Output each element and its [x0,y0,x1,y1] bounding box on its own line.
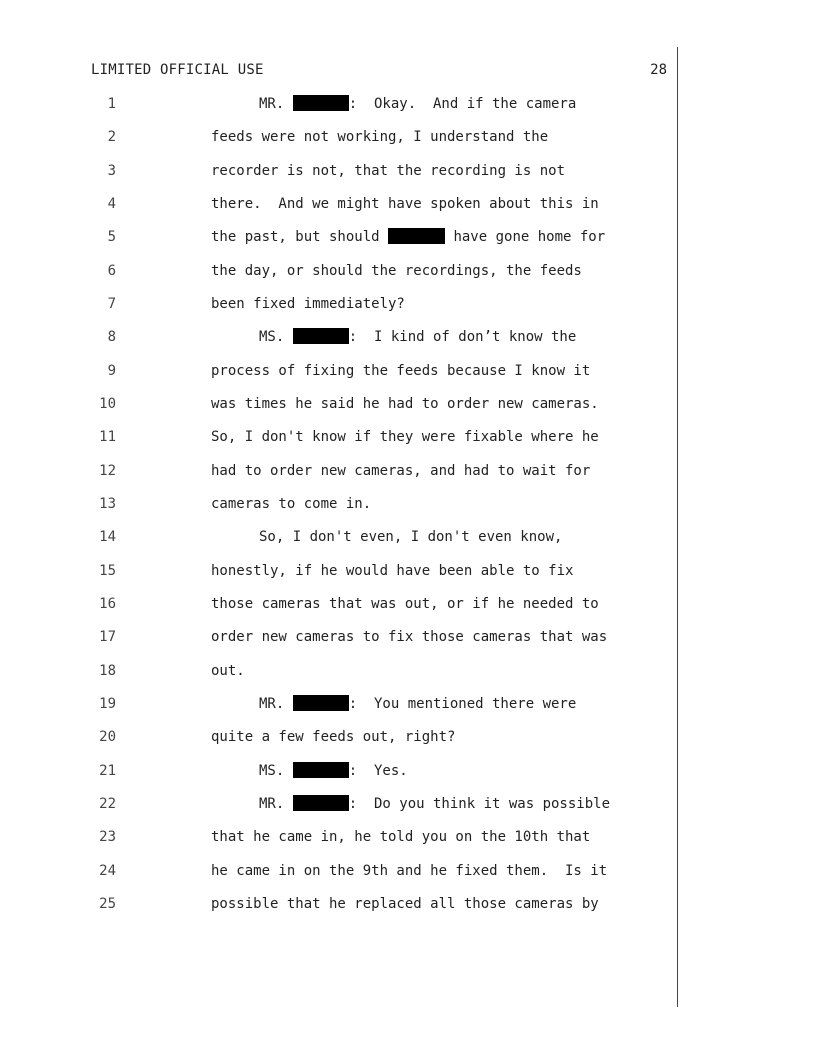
redaction-block [388,228,445,244]
line-text: honestly, if he would have been able to fix [211,563,574,579]
speaker-prefix: MR. [259,696,293,712]
transcript-line [0,160,816,182]
transcript-line [0,260,816,282]
line-text [259,793,610,815]
line-text: So, I don't even, I don't even know, [259,529,563,545]
line-number: 25 [99,896,116,912]
line-text-rest: : Yes. [348,763,408,779]
transcript-line [0,426,816,448]
line-number: 2 [107,129,116,145]
transcript-line [0,460,816,482]
classification-header: LIMITED OFFICIAL USE [91,62,264,78]
line-text: the day, or should the recordings, the feeds [211,263,582,279]
line-number: 12 [99,463,116,479]
transcript-line [0,126,816,148]
line-text-rest: : I kind of don’t know the [348,329,577,345]
line-text: process of fixing the feeds because I know it [211,363,591,379]
line-text: was times he said he had to order new cameras. [211,396,599,412]
line-number: 23 [99,829,116,845]
line-number: 17 [99,629,116,645]
line-number: 4 [107,196,116,212]
line-text [259,93,576,115]
line-text-rest: : You mentioned there were [348,696,577,712]
transcript-line [0,393,816,415]
line-text: cameras to come in. [211,496,372,512]
transcript-line [0,360,816,382]
line-text: had to order new cameras, and had to wait for [211,463,591,479]
line-number: 10 [99,396,116,412]
transcript-line [0,660,816,682]
speaker-prefix: MS. [259,329,293,345]
line-text: So, I don't know if they were fixable where he [211,429,599,445]
redaction-block [293,95,349,111]
line-number: 3 [107,163,116,179]
transcript-line [0,326,816,348]
redaction-block [293,795,349,811]
line-text: he came in on the 9th and he fixed them. Is it [211,863,608,879]
line-text [259,693,576,715]
line-text-rest: : Okay. And if the camera [348,96,577,112]
transcript-line [0,293,816,315]
line-number: 6 [107,263,116,279]
line-text: feeds were not working, I understand the [211,129,549,145]
line-number: 21 [99,763,116,779]
line-text: there. And we might have spoken about this in [211,196,599,212]
transcript-line [0,593,816,615]
line-text: been fixed immediately? [211,296,405,312]
line-number: 19 [99,696,116,712]
line-text: order new cameras to fix those cameras that was [211,629,608,645]
line-text-rest: : Do you think it was possible [348,796,611,812]
line-number: 13 [99,496,116,512]
line-number: 1 [107,96,116,112]
line-number: 9 [107,363,116,379]
line-number: 15 [99,563,116,579]
line-number: 5 [107,229,116,245]
line-text: recorder is not, that the recording is not [211,163,566,179]
transcript-line [0,693,816,715]
transcript-line [0,93,816,115]
redaction-block [293,762,349,778]
line-text [259,760,408,782]
transcript-line [0,826,816,848]
line-text [259,326,576,348]
redaction-block [293,695,349,711]
line-text: those cameras that was out, or if he needed to [211,596,599,612]
transcript-line [0,493,816,515]
line-text-rest: have gone home for [445,229,606,245]
line-number: 14 [99,529,116,545]
line-text [211,226,605,248]
speaker-prefix: MR. [259,796,293,812]
line-number: 8 [107,329,116,345]
transcript-line [0,526,816,548]
transcript-line [0,726,816,748]
transcript-line [0,893,816,915]
redaction-block [293,328,349,344]
line-number: 20 [99,729,116,745]
transcript-line [0,626,816,648]
line-text: out. [211,663,245,679]
speaker-prefix: MS. [259,763,293,779]
line-number: 7 [107,296,116,312]
line-text: that he came in, he told you on the 10th that [211,829,591,845]
line-number: 16 [99,596,116,612]
transcript-line [0,193,816,215]
page-number: 28 [650,62,667,78]
transcript-line [0,793,816,815]
line-number: 11 [99,429,116,445]
line-text-start: the past, but should [211,229,389,245]
speaker-prefix: MR. [259,96,293,112]
line-number: 22 [99,796,116,812]
line-text: possible that he replaced all those cameras by [211,896,599,912]
transcript-line [0,760,816,782]
line-text: quite a few feeds out, right? [211,729,456,745]
transcript-line [0,860,816,882]
line-number: 18 [99,663,116,679]
transcript-line [0,226,816,248]
line-number: 24 [99,863,116,879]
transcript-line [0,560,816,582]
